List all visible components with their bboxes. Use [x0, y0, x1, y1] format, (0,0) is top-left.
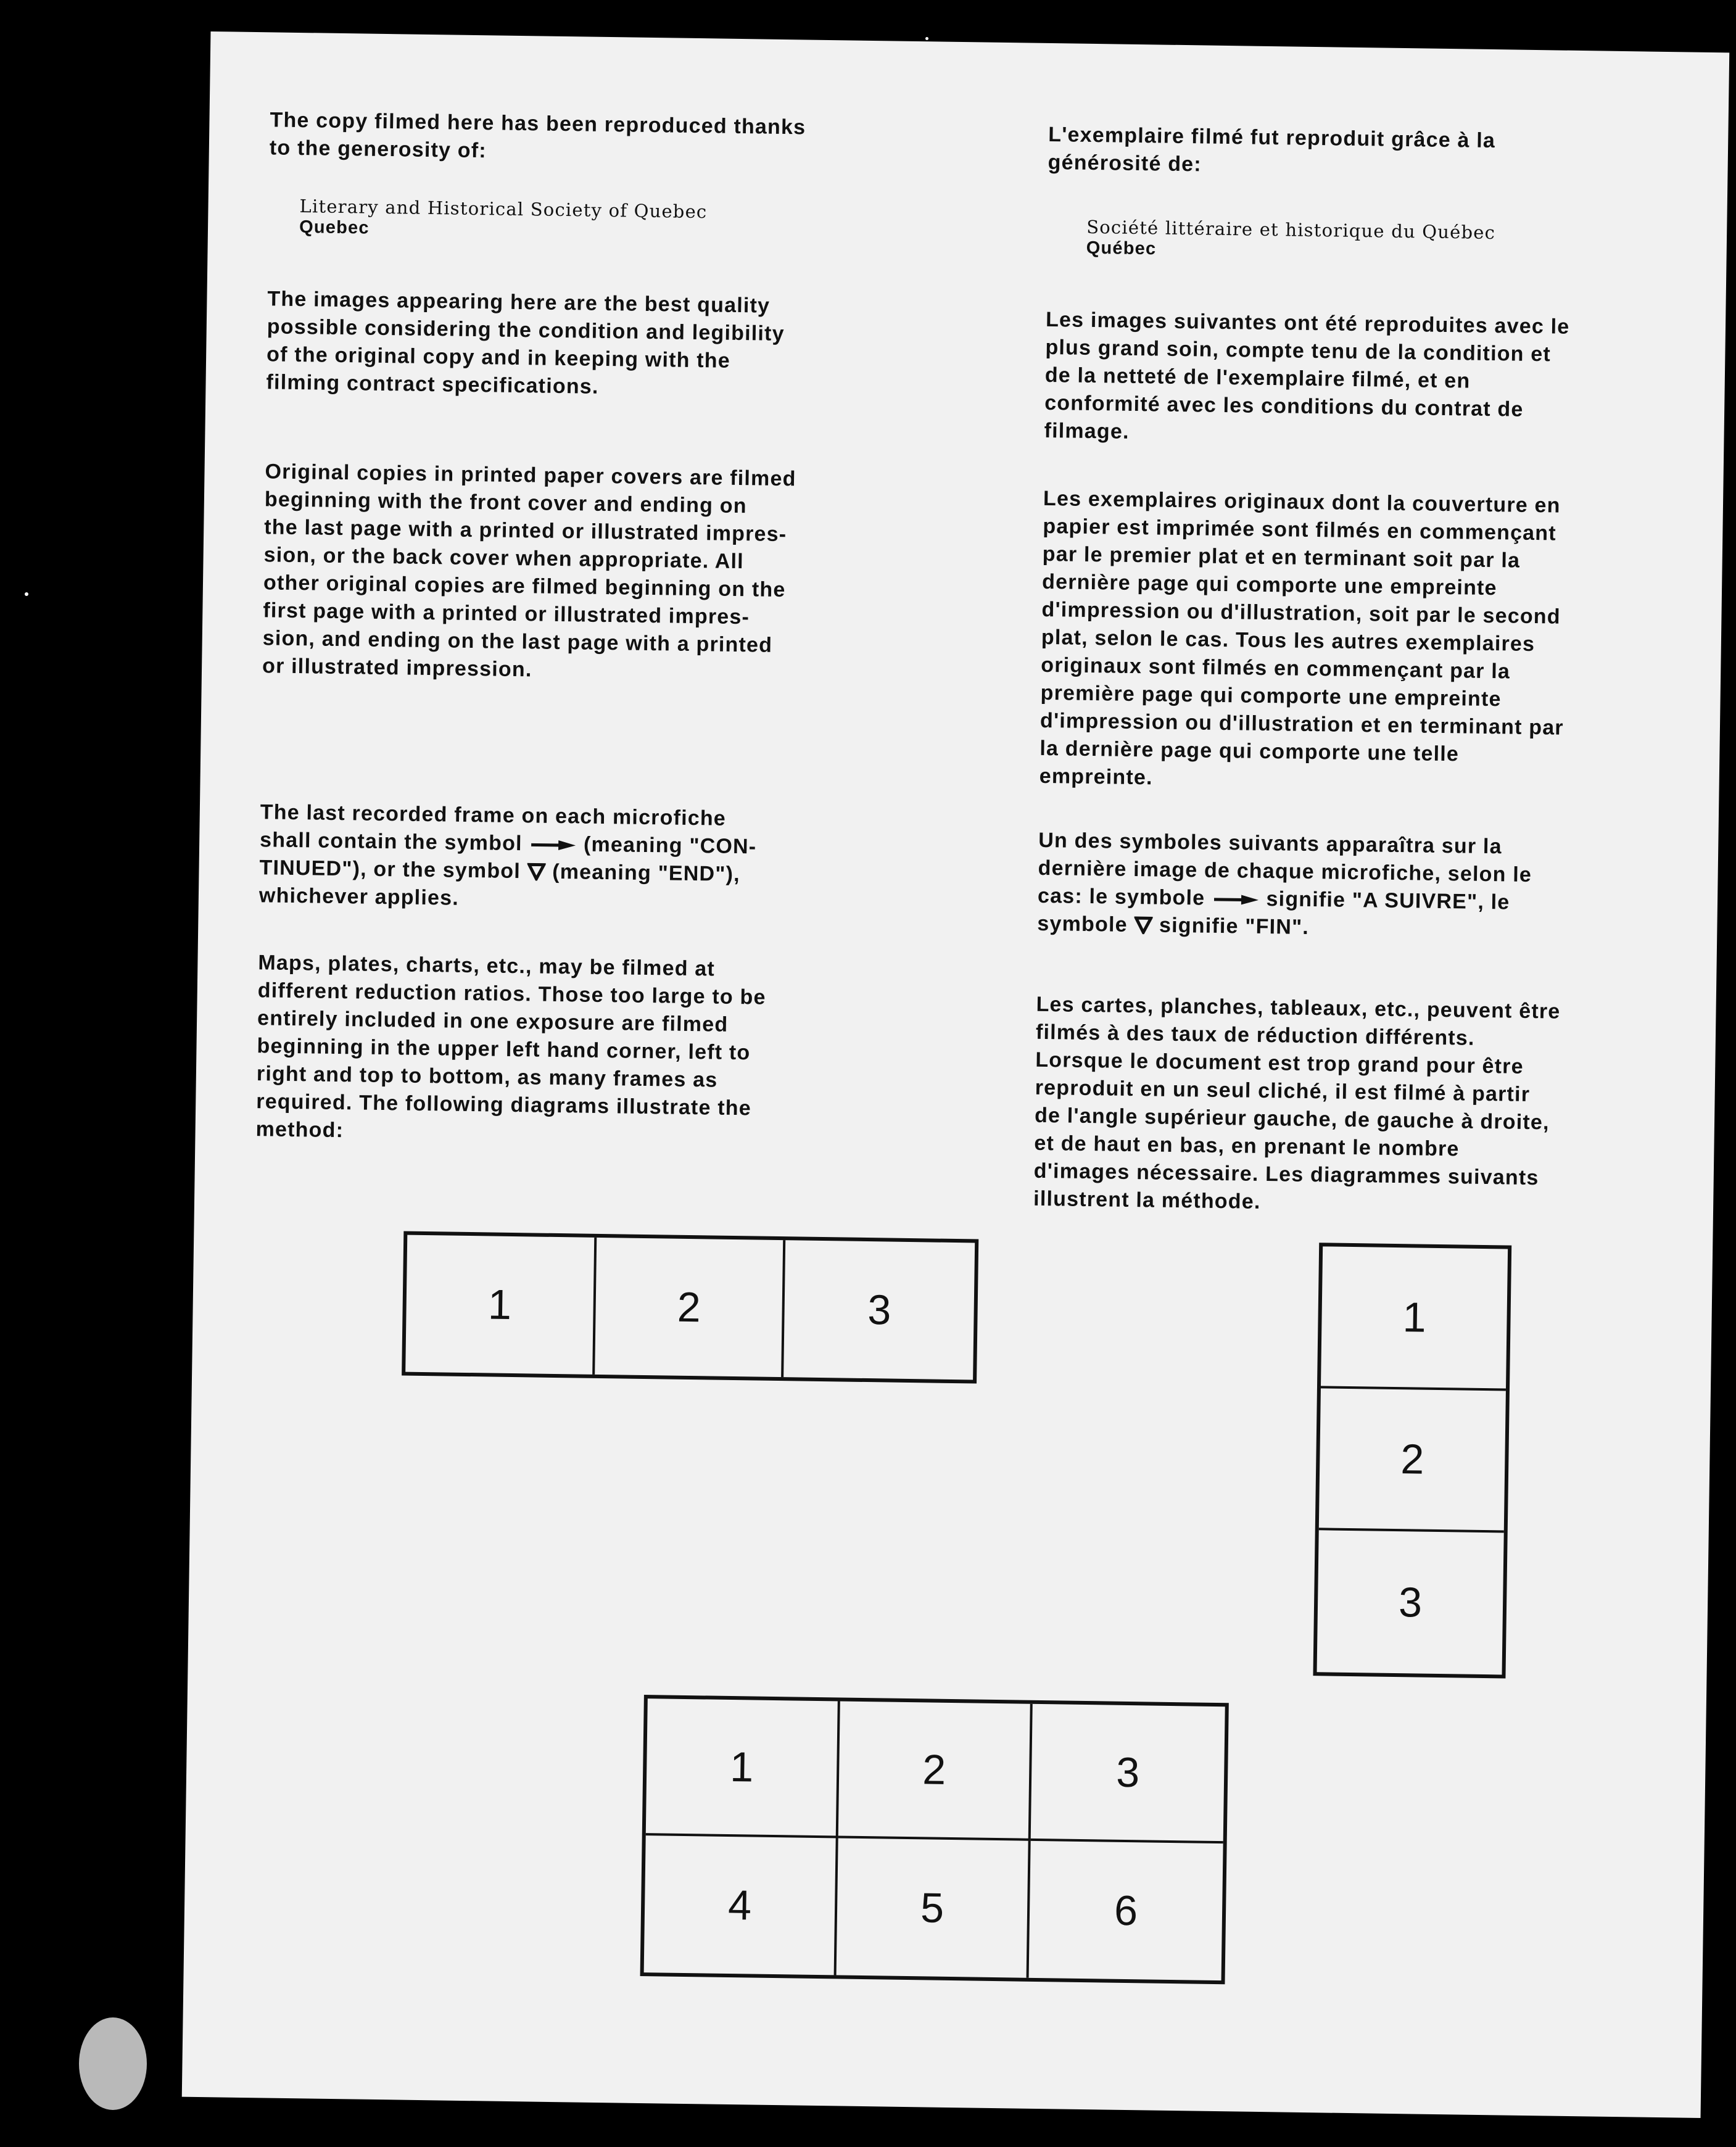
- down-triangle-icon: [1134, 916, 1152, 934]
- french-maps-paragraph: Les cartes, planches, tableaux, etc., peuvent être filmés à des taux de réduction différents. Lorsque le document est trop grand pour être reproduit en un seul cliché, il est filmé à partir de l'angle supérieur gauche, de gauche à droite, et de haut en bas, en prenant le nombre d'images nécessaire. Les diagrammes suivants illustrent la méthode.: [1033, 992, 1561, 1214]
- english-symbols-paragraph: The last recorded frame on each microfiche shall contain the symbol (meaning "CON- TINUED"), or the symbol (meaning "END"), whichever applies.: [258, 800, 757, 910]
- document-page: [182, 31, 1730, 2118]
- french-originals-paragraph: Les exemplaires originaux dont la couverture en papier est imprimée sont filmés en commençant par le premier plat et en terminant soit par la dernière page qui comporte une empreinte d'impression ou d'illustration, soit par le second plat, selon le cas. Tous les autres exemplaires originaux sont filmés en commençant par la première page qui comporte une empreinte d'impression ou d'illustration et en terminant par la dernière page qui comporte une telle empreinte.: [1039, 486, 1564, 790]
- frame-cell: 2: [838, 1701, 1033, 1840]
- english-quality-paragraph: The images appearing here are the best quality possible considering the condition and legibility of the original copy and in keeping with the filming contract specifications.: [266, 287, 785, 399]
- institution-name-fr: Société littéraire et historique du Québec: [1086, 216, 1496, 244]
- six-frames-diagram: [640, 1695, 1229, 1984]
- frame-cell: 1: [1321, 1246, 1508, 1391]
- scan-artifact: [79, 2017, 147, 2110]
- english-intro: The copy filmed here has been reproduced thanks to the generosity of:: [269, 108, 806, 163]
- frame-cell: 6: [1114, 1887, 1138, 1935]
- right-arrow-icon: [1212, 893, 1260, 906]
- scan-artifact: [25, 592, 28, 596]
- frame-cell: 1: [405, 1235, 597, 1375]
- french-symbols-paragraph: Un des symboles suivants apparaîtra sur la dernière image de chaque microfiche, selon le cas: le symbole signifie "A SUIVRE", le symbole signifie "FIN".: [1037, 828, 1532, 939]
- french-intro: L'exemplaire filmé fut reproduit grâce à la générosité de:: [1048, 122, 1496, 176]
- vertical-frames-diagram: [1313, 1243, 1511, 1678]
- frame-cell: 3: [1398, 1579, 1423, 1626]
- french-institution: [1086, 217, 1703, 267]
- horizontal-frames-diagram: [402, 1231, 978, 1384]
- frame-cell: 2: [595, 1238, 786, 1377]
- english-column: [255, 32, 937, 1143]
- scan-artifact: [925, 37, 928, 40]
- right-arrow-icon: [529, 838, 577, 851]
- frame-cell: 3: [867, 1286, 891, 1334]
- down-triangle-icon: [527, 862, 545, 880]
- institution-city-fr: Québec: [1086, 238, 1157, 259]
- frame-cell: 2: [1319, 1388, 1506, 1533]
- institution-name: Literary and Historical Society of Quebec: [299, 196, 708, 223]
- english-originals-paragraph: Original copies in printed paper covers are filmed beginning with the front cover and ending on the last page with a printed or illustrated impres- sion, or the back cover when appropriate. All other original copies are filmed beginning on the first page with a printed or illustrated impres- sion, and ending on the last page with a printed or illustrated impression.: [262, 460, 796, 682]
- french-quality-paragraph: Les images suivantes ont été reproduites avec le plus grand soin, compte tenu de la condition et de la netteté de l'exemplaire filmé, et en conformité avec les conditions du contrat de filmage.: [1044, 307, 1570, 444]
- english-maps-paragraph: Maps, plates, charts, etc., may be filmed at different reduction ratios. Those too large to be entirely included in one exposure are filmed beginning in the upper left hand corner, left to right and top to bottom, as many frames as required. The following diagrams illustrate the method:: [255, 951, 766, 1143]
- frame-cell: 3: [1031, 1704, 1225, 1843]
- frame-cell: 4: [644, 1835, 838, 1975]
- frame-cell: 1: [646, 1698, 840, 1838]
- english-institution: [299, 196, 917, 246]
- french-column: [1033, 43, 1716, 1214]
- institution-city: Quebec: [299, 217, 370, 238]
- frame-cell: 5: [837, 1838, 1031, 1977]
